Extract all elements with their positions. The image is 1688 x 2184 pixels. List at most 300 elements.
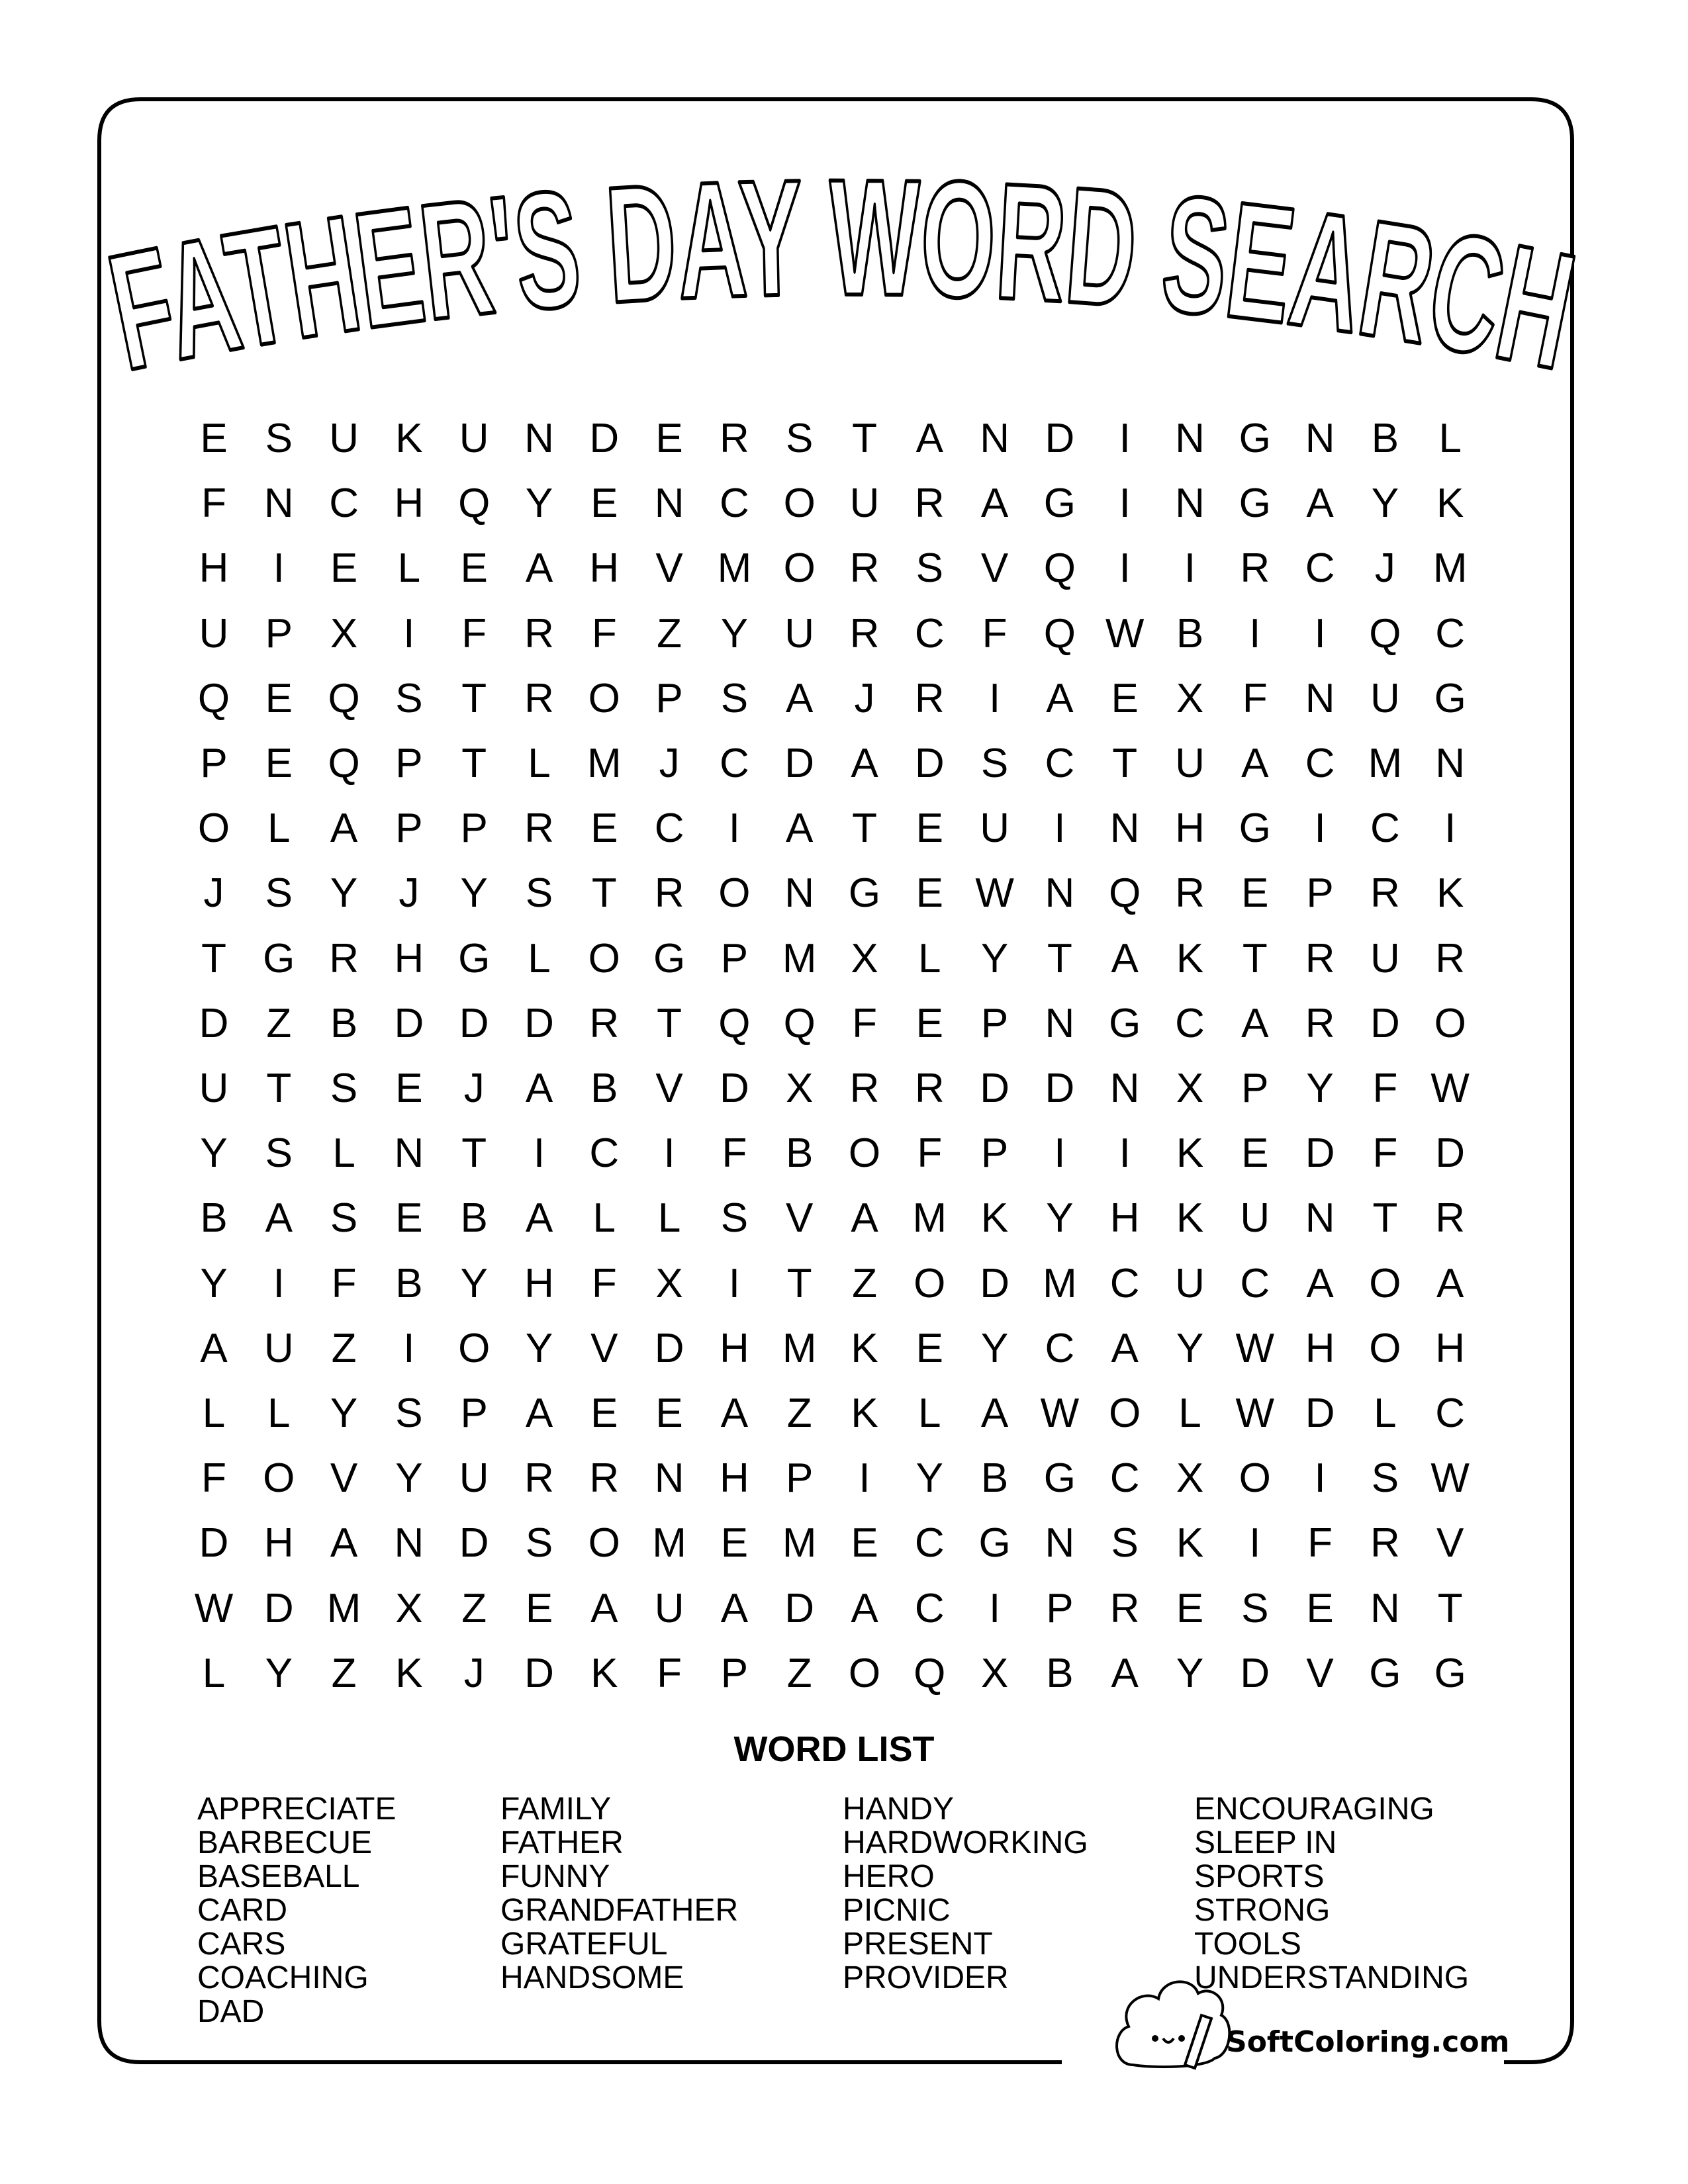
grid-letter[interactable]: C [720,480,749,527]
grid-letter[interactable]: R [589,1000,620,1046]
grid-letter[interactable]: P [460,1390,488,1436]
grid-letter[interactable]: O [848,1650,881,1696]
grid-letter[interactable]: K [851,1325,878,1371]
grid-letter[interactable]: C [1109,1260,1140,1306]
grid-letter[interactable]: U [459,1455,489,1502]
grid-letter[interactable]: X [980,1650,1009,1696]
grid-letter[interactable]: F [201,480,226,527]
grid-letter[interactable]: L [1178,1390,1201,1436]
grid-letter[interactable]: E [1176,1585,1204,1631]
grid-letter[interactable]: K [590,1650,618,1696]
grid-letter[interactable]: G [1434,1650,1466,1696]
grid-letter[interactable]: N [524,416,554,461]
grid-letter[interactable]: F [657,1650,682,1696]
grid-letter[interactable]: I [1119,545,1131,592]
grid-letter[interactable]: F [331,1260,357,1306]
grid-letter[interactable]: E [655,1390,683,1436]
grid-letter[interactable]: R [914,480,945,527]
grid-letter[interactable]: E [1306,1585,1334,1631]
grid-letter[interactable]: E [265,675,293,721]
grid-letter[interactable]: Q [718,1000,751,1046]
grid-letter[interactable]: D [524,1650,554,1696]
grid-letter[interactable]: I [1184,545,1196,592]
grid-letter[interactable]: I [859,1455,870,1502]
grid-letter[interactable]: I [1314,610,1326,657]
grid-letter[interactable]: I [403,1325,415,1371]
grid-letter[interactable]: L [1438,416,1462,461]
grid-letter[interactable]: Y [200,1130,228,1177]
grid-letter[interactable]: Z [461,1585,487,1631]
grid-letter[interactable]: R [589,1455,620,1502]
grid-letter[interactable]: A [851,1585,878,1631]
grid-letter[interactable]: K [395,416,423,461]
grid-letter[interactable]: R [720,416,749,461]
grid-letter[interactable]: C [1305,545,1335,592]
grid-letter[interactable]: D [1240,1650,1270,1696]
grid-letter[interactable]: I [663,1130,675,1177]
grid-letter[interactable]: A [786,675,814,721]
grid-letter[interactable]: S [395,1390,423,1436]
grid-letter[interactable]: H [1109,1195,1140,1242]
grid-letter[interactable]: U [1370,675,1400,721]
grid-letter[interactable]: E [200,416,228,461]
grid-letter[interactable]: K [395,1650,423,1696]
grid-letter[interactable]: A [786,805,814,852]
grid-letter[interactable]: P [200,741,228,786]
grid-letter[interactable]: D [720,1066,749,1111]
grid-letter[interactable]: N [394,1520,424,1567]
grid-letter[interactable]: E [915,1325,943,1371]
grid-letter[interactable]: R [1175,870,1205,917]
grid-letter[interactable]: D [1305,1390,1335,1436]
grid-letter[interactable]: S [915,545,943,592]
grid-letter[interactable]: C [1240,1260,1270,1306]
grid-letter[interactable]: Z [786,1650,812,1696]
grid-letter[interactable]: Q [328,741,360,786]
grid-letter[interactable]: L [918,935,941,981]
grid-letter[interactable]: N [1370,1585,1400,1631]
grid-letter[interactable]: T [461,1130,487,1177]
grid-letter[interactable]: E [915,805,943,852]
grid-letter[interactable]: A [1436,1260,1464,1306]
grid-letter[interactable]: J [203,870,224,917]
grid-letter[interactable]: Y [330,870,358,917]
grid-letter[interactable]: A [980,480,1009,527]
grid-letter[interactable]: Y [525,480,553,527]
grid-letter[interactable]: M [912,1195,947,1242]
grid-letter[interactable]: A [330,1520,358,1567]
grid-letter[interactable]: E [265,741,293,786]
grid-letter[interactable]: S [525,1520,553,1567]
grid-letter[interactable]: O [458,1325,491,1371]
grid-letter[interactable]: T [657,1000,682,1046]
grid-letter[interactable]: A [1241,741,1269,786]
grid-letter[interactable]: C [589,1130,620,1177]
grid-letter[interactable]: T [1242,935,1268,981]
grid-letter[interactable]: O [588,935,620,981]
grid-letter[interactable]: T [266,1066,292,1111]
grid-letter[interactable]: N [1305,675,1335,721]
grid-letter[interactable]: E [1111,675,1139,721]
grid-letter[interactable]: I [1054,1130,1066,1177]
grid-letter[interactable]: A [525,545,553,592]
grid-letter[interactable]: K [851,1390,878,1436]
grid-letter[interactable]: E [915,870,943,917]
grid-letter[interactable]: D [980,1260,1009,1306]
grid-letter[interactable]: Y [460,1260,488,1306]
grid-letter[interactable]: N [263,480,294,527]
grid-letter[interactable]: T [461,675,487,721]
grid-letter[interactable]: B [460,1195,488,1242]
grid-letter[interactable]: N [654,480,684,527]
grid-letter[interactable]: H [1435,1325,1466,1371]
grid-letter[interactable]: S [720,675,749,721]
grid-letter[interactable]: Y [1046,1195,1074,1242]
grid-letter[interactable]: X [851,935,878,981]
grid-letter[interactable]: N [1435,741,1466,786]
grid-letter[interactable]: P [655,675,683,721]
grid-letter[interactable]: U [654,1585,684,1631]
grid-letter[interactable]: R [1109,1585,1140,1631]
grid-letter[interactable]: X [330,610,358,657]
grid-letter[interactable]: Y [980,1325,1009,1371]
grid-letter[interactable]: V [590,1325,618,1371]
grid-letter[interactable]: W [975,870,1014,917]
grid-letter[interactable]: D [1370,1000,1400,1046]
grid-letter[interactable]: A [720,1585,749,1631]
grid-letter[interactable]: Q [1369,610,1401,657]
grid-letter[interactable]: N [394,1130,424,1177]
grid-letter[interactable]: Q [458,480,491,527]
grid-letter[interactable]: E [915,1000,943,1046]
grid-letter[interactable]: D [199,1520,229,1567]
grid-letter[interactable]: P [1306,870,1334,917]
grid-letter[interactable]: D [914,741,945,786]
grid-letter[interactable]: H [1305,1325,1335,1371]
grid-letter[interactable]: Y [265,1650,293,1696]
grid-letter[interactable]: U [1175,1260,1205,1306]
grid-letter[interactable]: R [524,675,554,721]
grid-letter[interactable]: U [329,416,359,461]
grid-letter[interactable]: O [1369,1325,1401,1371]
grid-letter[interactable]: B [1046,1650,1074,1696]
grid-letter[interactable]: I [273,1260,285,1306]
grid-letter[interactable]: P [460,805,488,852]
grid-letter[interactable]: I [1249,610,1261,657]
grid-letter[interactable]: J [463,1066,485,1111]
grid-letter[interactable]: G [1239,805,1271,852]
grid-letter[interactable]: U [1175,741,1205,786]
grid-letter[interactable]: S [1111,1520,1139,1567]
grid-letter[interactable]: I [1119,416,1131,461]
grid-letter[interactable]: F [1372,1130,1398,1177]
grid-letter[interactable]: A [1241,1000,1269,1046]
grid-letter[interactable]: D [784,741,815,786]
grid-letter[interactable]: N [1045,1520,1075,1567]
grid-letter[interactable]: O [1109,1390,1141,1436]
grid-letter[interactable]: V [330,1455,358,1502]
grid-letter[interactable]: W [1235,1325,1275,1371]
grid-letter[interactable]: L [528,741,551,786]
grid-letter[interactable]: S [980,741,1009,786]
grid-letter[interactable]: N [1175,416,1205,461]
grid-letter[interactable]: F [852,1000,877,1046]
grid-letter[interactable]: G [1043,480,1076,527]
grid-letter[interactable]: V [980,545,1009,592]
grid-letter[interactable]: M [326,1585,361,1631]
grid-letter[interactable]: B [200,1195,228,1242]
grid-letter[interactable]: S [265,416,293,461]
grid-letter[interactable]: H [199,545,229,592]
grid-letter[interactable]: K [1436,480,1464,527]
grid-letter[interactable]: G [263,935,295,981]
grid-letter[interactable]: R [1370,870,1400,917]
grid-letter[interactable]: M [1368,741,1403,786]
grid-letter[interactable]: M [717,545,752,592]
grid-letter[interactable]: H [589,545,620,592]
grid-letter[interactable]: C [720,741,749,786]
grid-letter[interactable]: I [728,1260,740,1306]
grid-letter[interactable]: C [1045,741,1075,786]
grid-letter[interactable]: J [854,675,875,721]
grid-letter[interactable]: W [1430,1066,1470,1111]
grid-letter[interactable]: R [329,935,359,981]
grid-letter[interactable]: F [591,610,617,657]
grid-letter[interactable]: N [1305,1195,1335,1242]
grid-letter[interactable]: L [918,1390,941,1436]
grid-letter[interactable]: O [1434,1000,1466,1046]
grid-letter[interactable]: I [533,1130,545,1177]
grid-letter[interactable]: Z [331,1325,357,1371]
grid-letter[interactable]: C [914,1520,945,1567]
grid-letter[interactable]: A [720,1390,749,1436]
grid-letter[interactable]: T [786,1260,812,1306]
grid-letter[interactable]: V [1436,1520,1464,1567]
grid-letter[interactable]: A [525,1390,553,1436]
grid-letter[interactable]: O [783,545,816,592]
grid-letter[interactable]: R [654,870,684,917]
grid-letter[interactable]: O [848,1130,881,1177]
grid-letter[interactable]: X [1176,1455,1204,1502]
grid-letter[interactable]: X [786,1066,814,1111]
grid-letter[interactable]: W [1235,1390,1275,1436]
grid-letter[interactable]: A [851,741,878,786]
grid-letter[interactable]: P [980,1000,1009,1046]
grid-letter[interactable]: K [1176,1520,1204,1567]
grid-letter[interactable]: D [1045,1066,1075,1111]
grid-letter[interactable]: T [852,416,877,461]
grid-letter[interactable]: G [1109,1000,1141,1046]
grid-letter[interactable]: S [1371,1455,1399,1502]
grid-letter[interactable]: G [1434,675,1466,721]
grid-letter[interactable]: P [265,610,293,657]
grid-letter[interactable]: B [1371,416,1399,461]
grid-letter[interactable]: B [1176,610,1204,657]
grid-letter[interactable]: M [652,1520,686,1567]
grid-letter[interactable]: C [654,805,684,852]
grid-letter[interactable]: N [784,870,815,917]
grid-letter[interactable]: A [330,805,358,852]
grid-letter[interactable]: L [202,1650,226,1696]
grid-letter[interactable]: I [1119,480,1131,527]
grid-letter[interactable]: R [849,610,880,657]
grid-letter[interactable]: L [592,1195,616,1242]
grid-letter[interactable]: D [459,1520,489,1567]
grid-letter[interactable]: S [786,416,814,461]
grid-letter[interactable]: Q [783,1000,816,1046]
grid-letter[interactable]: I [1249,1520,1261,1567]
grid-letter[interactable]: Y [1371,480,1399,527]
grid-letter[interactable]: X [395,1585,423,1631]
grid-letter[interactable]: Z [852,1260,877,1306]
grid-letter[interactable]: H [394,935,424,981]
grid-letter[interactable]: H [524,1260,554,1306]
grid-letter[interactable]: J [659,741,680,786]
grid-letter[interactable]: I [728,805,740,852]
grid-letter[interactable]: S [265,870,293,917]
grid-letter[interactable]: I [1314,805,1326,852]
grid-letter[interactable]: A [200,1325,228,1371]
grid-letter[interactable]: X [655,1260,683,1306]
grid-letter[interactable]: I [1314,1455,1326,1502]
grid-letter[interactable]: P [980,1130,1009,1177]
grid-letter[interactable]: T [591,870,617,917]
grid-letter[interactable]: E [395,1066,423,1111]
grid-letter[interactable]: D [459,1000,489,1046]
grid-letter[interactable]: Y [720,610,749,657]
grid-letter[interactable]: B [980,1455,1009,1502]
grid-letter[interactable]: V [655,1066,683,1111]
grid-letter[interactable]: P [1241,1066,1269,1111]
grid-letter[interactable]: V [1306,1650,1334,1696]
grid-letter[interactable]: W [1430,1455,1470,1502]
grid-letter[interactable]: F [591,1260,617,1306]
grid-letter[interactable]: B [590,1066,618,1111]
grid-letter[interactable]: L [528,935,551,981]
grid-letter[interactable]: C [1435,1390,1466,1436]
grid-letter[interactable]: R [849,1066,880,1111]
grid-letter[interactable]: H [394,480,424,527]
grid-letter[interactable]: U [199,1066,229,1111]
grid-letter[interactable]: D [1045,416,1075,461]
grid-letter[interactable]: T [201,935,226,981]
grid-letter[interactable]: F [1307,1520,1333,1567]
grid-letter[interactable]: U [784,610,815,657]
grid-letter[interactable]: J [399,870,420,917]
grid-letter[interactable]: T [1437,1585,1463,1631]
grid-letter[interactable]: S [265,1130,293,1177]
grid-letter[interactable]: Y [525,1325,553,1371]
grid-letter[interactable]: E [1241,1130,1269,1177]
grid-letter[interactable]: F [917,1130,943,1177]
grid-letter[interactable]: J [463,1650,485,1696]
grid-letter[interactable]: M [1043,1260,1077,1306]
grid-letter[interactable]: A [525,1195,553,1242]
grid-letter[interactable]: W [194,1585,234,1631]
grid-letter[interactable]: G [1369,1650,1401,1696]
grid-letter[interactable]: Y [1176,1325,1204,1371]
grid-letter[interactable]: I [988,1585,1001,1631]
grid-letter[interactable]: U [1370,935,1400,981]
grid-letter[interactable]: R [1240,545,1270,592]
grid-letter[interactable]: K [980,1195,1009,1242]
grid-letter[interactable]: S [330,1066,358,1111]
grid-letter[interactable]: T [1372,1195,1398,1242]
grid-letter[interactable]: L [332,1130,355,1177]
grid-letter[interactable]: C [1370,805,1400,852]
grid-letter[interactable]: H [1175,805,1205,852]
grid-letter[interactable]: E [1241,870,1269,917]
grid-letter[interactable]: C [914,1585,945,1631]
grid-letter[interactable]: Q [197,675,230,721]
grid-letter[interactable]: X [1176,675,1204,721]
grid-letter[interactable]: D [589,416,620,461]
grid-letter[interactable]: L [1374,1390,1397,1436]
grid-letter[interactable]: C [914,610,945,657]
grid-letter[interactable]: S [525,870,553,917]
grid-letter[interactable]: H [720,1325,749,1371]
grid-letter[interactable]: G [1043,1455,1076,1502]
grid-letter[interactable]: F [461,610,487,657]
grid-letter[interactable]: I [1119,1130,1131,1177]
grid-letter[interactable]: O [783,480,816,527]
grid-letter[interactable]: P [395,805,423,852]
grid-letter[interactable]: R [1435,1195,1466,1242]
grid-letter[interactable]: G [1239,480,1271,527]
grid-letter[interactable]: S [720,1195,749,1242]
grid-letter[interactable]: M [782,1520,817,1567]
grid-letter[interactable]: J [1374,545,1395,592]
grid-letter[interactable]: Z [657,610,682,657]
grid-letter[interactable]: D [654,1325,684,1371]
grid-letter[interactable]: O [197,805,230,852]
grid-letter[interactable]: C [1109,1455,1140,1502]
grid-letter[interactable]: A [265,1195,293,1242]
grid-letter[interactable]: L [657,1195,681,1242]
grid-letter[interactable]: E [590,1390,618,1436]
grid-letter[interactable]: Y [980,935,1009,981]
grid-letter[interactable]: K [1176,1130,1204,1177]
grid-letter[interactable]: V [786,1195,814,1242]
grid-letter[interactable]: I [403,610,415,657]
grid-letter[interactable]: N [1109,1066,1140,1111]
grid-letter[interactable]: Z [266,1000,292,1046]
grid-letter[interactable]: O [1239,1455,1271,1502]
grid-letter[interactable]: A [915,416,943,461]
grid-letter[interactable]: L [397,545,421,592]
grid-letter[interactable]: B [786,1130,814,1177]
grid-letter[interactable]: I [1444,805,1456,852]
grid-letter[interactable]: S [330,1195,358,1242]
grid-letter[interactable]: F [1242,675,1268,721]
grid-letter[interactable]: P [395,741,423,786]
grid-letter[interactable]: X [1176,1066,1204,1111]
grid-letter[interactable]: B [395,1260,423,1306]
grid-letter[interactable]: H [263,1520,294,1567]
grid-letter[interactable]: E [851,1520,878,1567]
grid-letter[interactable]: A [980,1390,1009,1436]
grid-letter[interactable]: S [1241,1585,1269,1631]
grid-letter[interactable]: Q [914,1650,946,1696]
grid-letter[interactable]: E [395,1195,423,1242]
grid-letter[interactable]: F [1372,1066,1398,1111]
grid-letter[interactable]: N [654,1455,684,1502]
grid-letter[interactable]: R [524,610,554,657]
grid-letter[interactable]: D [199,1000,229,1046]
grid-letter[interactable]: K [1176,1195,1204,1242]
grid-letter[interactable]: C [1175,1000,1205,1046]
grid-letter[interactable]: U [849,480,880,527]
